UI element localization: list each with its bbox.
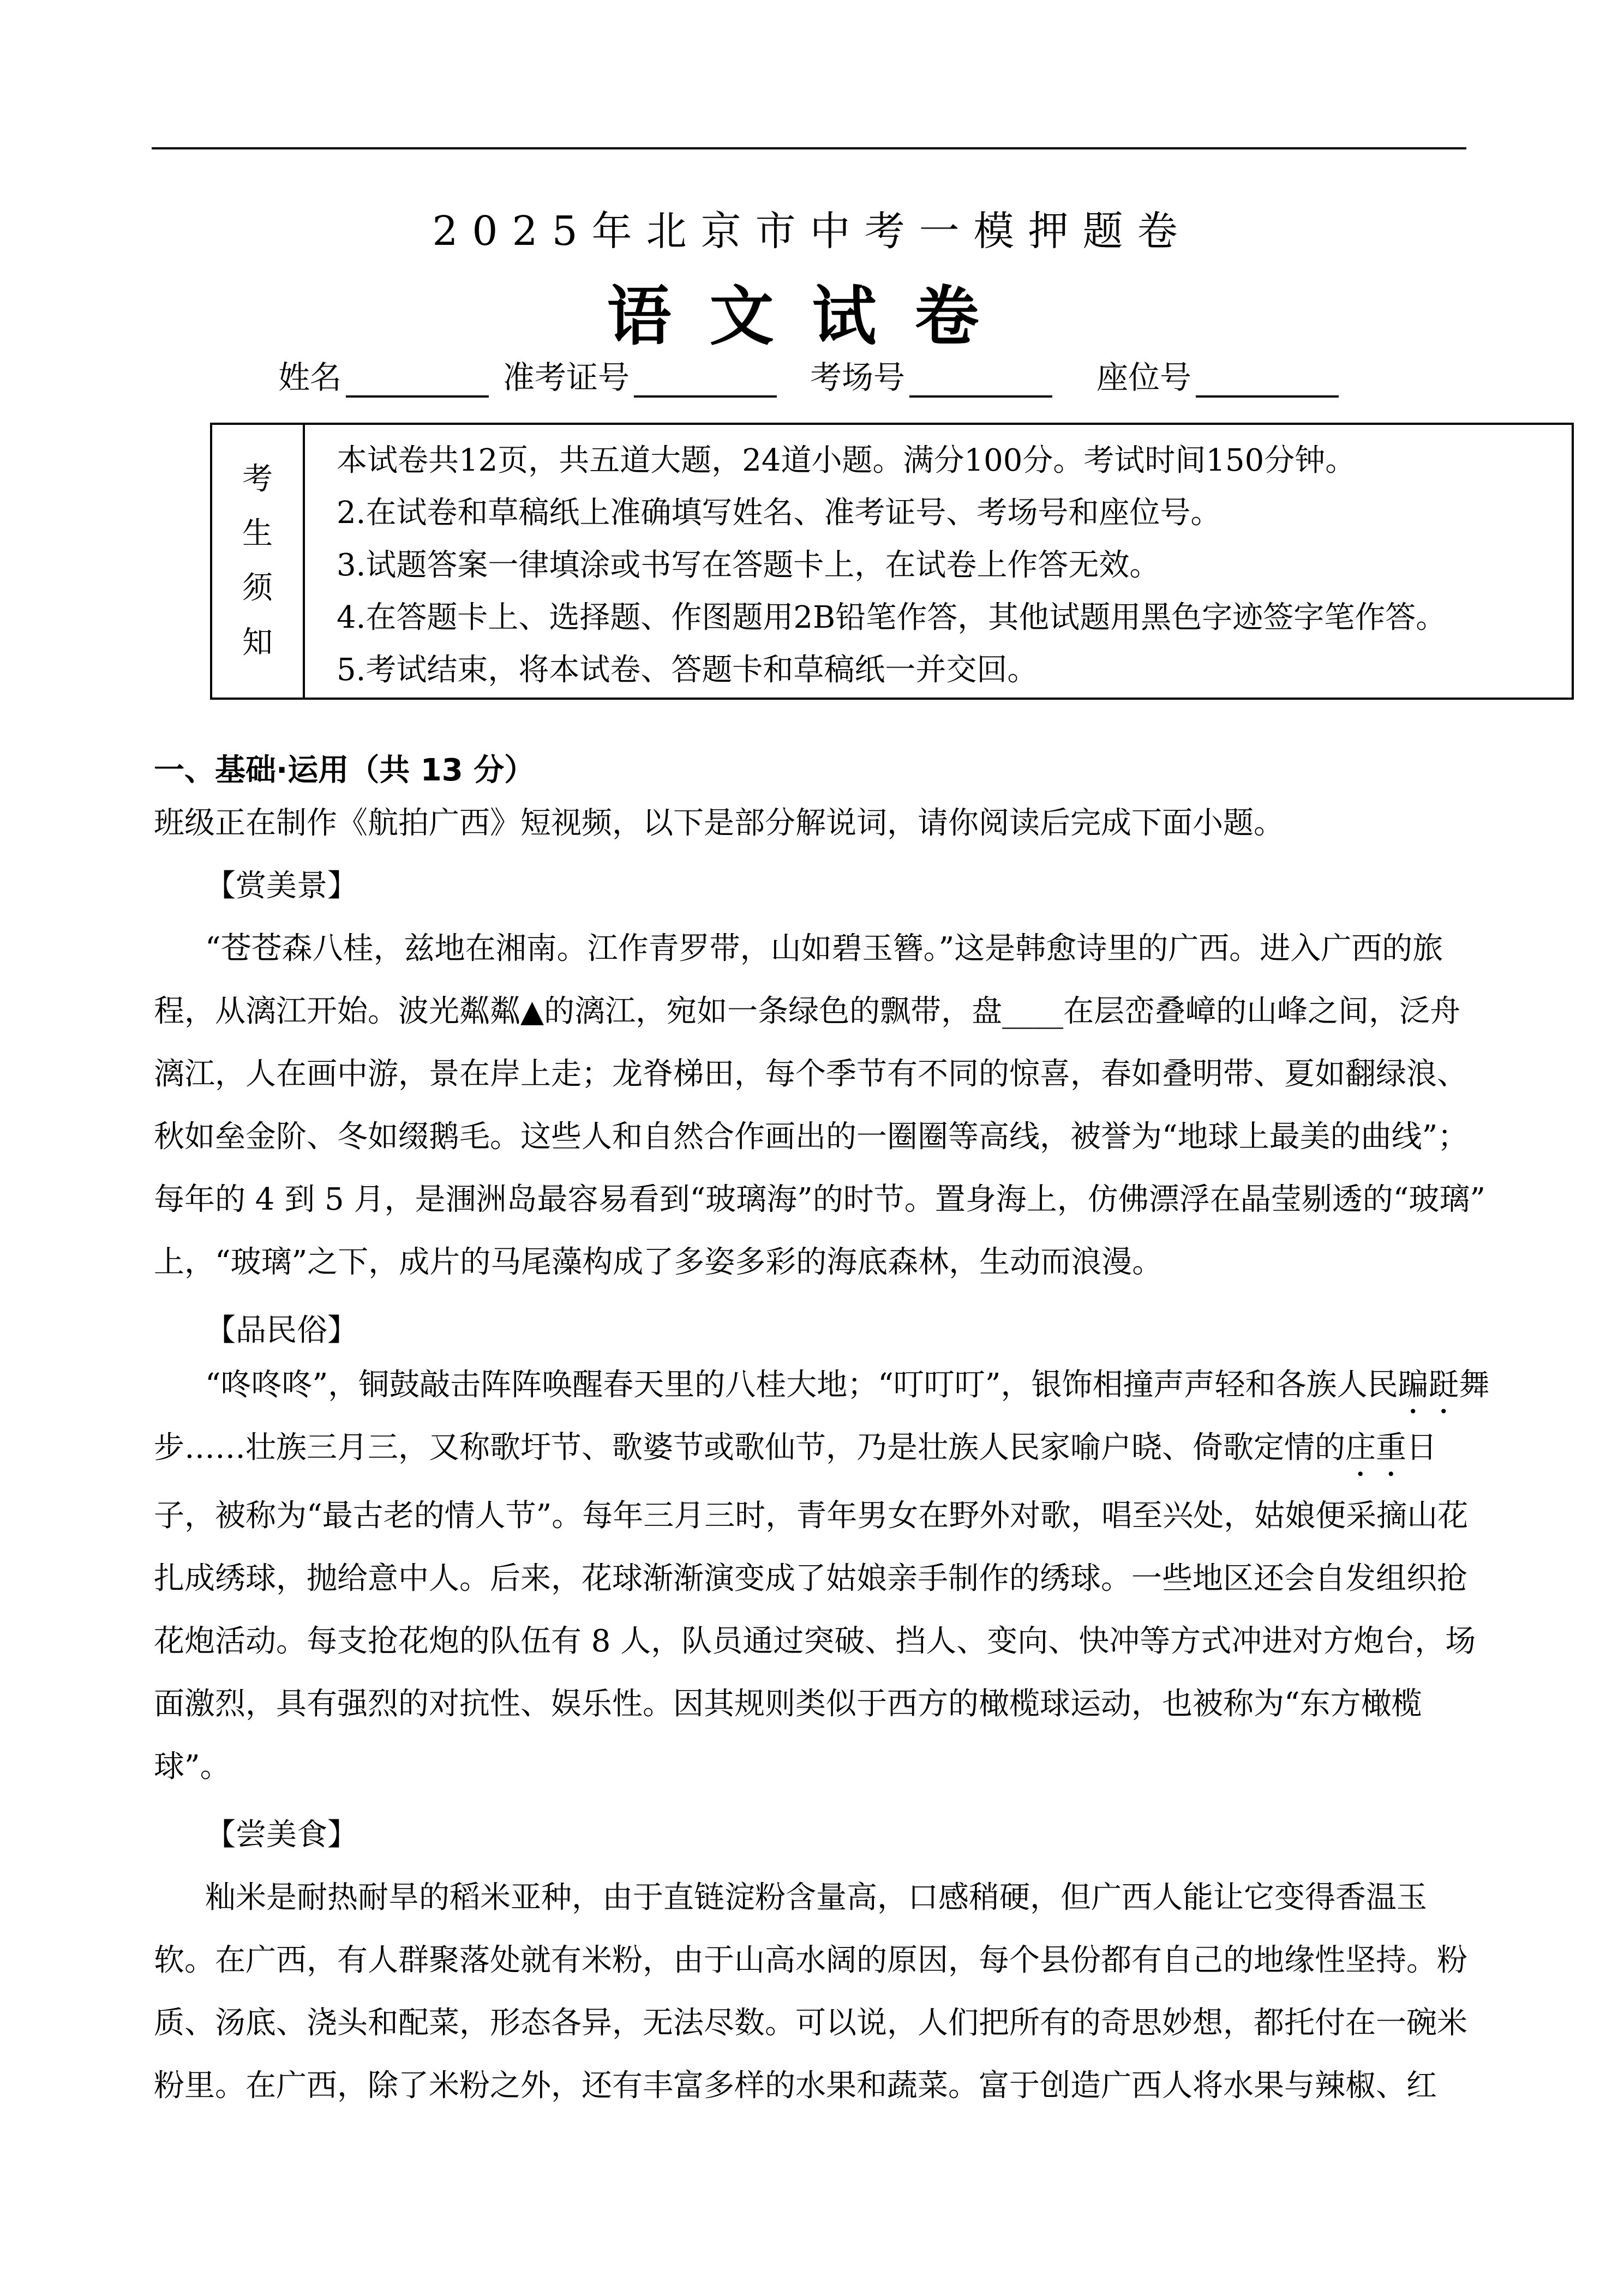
seat-number-field[interactable] xyxy=(1096,352,1339,398)
ticket-number-field[interactable] xyxy=(503,352,777,398)
paragraph-line: 子，被称为“最古老的情人节”。每年三月三时，青年男女在野外对歌，唱至兴处，姑娘便采摘山花 xyxy=(154,1498,1469,1534)
notice-item: 本试卷共12页，共五道大题，24道小题。满分100分。考试时间150分钟。 xyxy=(337,443,1356,478)
notice-label xyxy=(212,425,305,698)
paragraph-line: 软。在广西，有人群聚落处就有米粉，由于山高水阔的原因，每个县份都有自己的地缘性坚持。粉 xyxy=(154,1943,1467,1978)
paragraph-line xyxy=(205,1361,1490,1421)
part-heading-food: 【尝美食】 xyxy=(205,1817,358,1853)
paragraph-line: 质、汤底、浇头和配菜，形态各异，无法尽数。可以说，人们把所有的奇思妙想，都托付在一碗米 xyxy=(154,2005,1467,2041)
ticket-number-label: 准考证号 xyxy=(503,359,630,396)
paragraph-line: 程，从漓江开始。波光粼粼▲的漓江，宛如一条绿色的飘带，盘____在层峦叠嶂的山峰之间，泛舟 xyxy=(154,994,1461,1029)
paragraph-line: 粉里。在广西，除了米粉之外，还有丰富多样的水果和蔬菜。富于创造广西人将水果与辣椒、红 xyxy=(154,2068,1437,2103)
text-segment: “咚咚咚”，铜鼓敲击阵阵唤醒春天里的八桂大地；“叮叮叮”，银饰相撞声声轻和各族人民 xyxy=(205,1367,1398,1403)
paragraph-line: “苍苍森八桂，兹地在湘南。江作青罗带，山如碧玉簪。”这是韩愈诗里的广西。进入广西的旅 xyxy=(205,931,1443,966)
seat-number-label: 座位号 xyxy=(1096,359,1192,396)
notice-label-char: 生 xyxy=(242,516,273,551)
notice-label-char: 考 xyxy=(242,461,273,497)
name-field[interactable] xyxy=(278,352,489,398)
exam-title: 2025年北京市中考一模押题卷 xyxy=(432,208,1192,255)
paragraph-line xyxy=(154,1423,1437,1483)
notice-label-char: 知 xyxy=(242,625,273,660)
exam-room-field[interactable] xyxy=(810,352,1052,398)
notice-item: 3.试题答案一律填涂或书写在答题卡上，在试卷上作答无效。 xyxy=(337,548,1160,583)
paragraph-line: 漓江，人在画中游，景在岸上走；龙脊梯田，每个季节有不同的惊喜，春如叠明带、夏如翻绿浪、 xyxy=(154,1056,1467,1092)
paragraph-line: 球”。 xyxy=(154,1749,231,1784)
paragraph-line: 每年的 4 到 5 月，是涠洲岛最容易看到“玻璃海”的时节。置身海上，仿佛漂浮在晶莹剔透的“玻璃” xyxy=(154,1182,1485,1217)
notice-item: 2.在试卷和草稿纸上准确填写姓名、准考证号、考场号和座位号。 xyxy=(337,495,1221,531)
paragraph-line: 秋如垒金阶、冬如缀鹅毛。这些人和自然合作画出的一圈圈等高线，被誉为“地球上最美的曲线”； xyxy=(154,1119,1469,1155)
subject-title: 语文试卷 xyxy=(607,278,1017,354)
part-heading-scenery: 【赏美景】 xyxy=(205,868,358,904)
paragraph-line: 面激烈，具有强烈的对抗性、娱乐性。因其规则类似于西方的橄榄球运动，也被称为“东方橄榄 xyxy=(154,1686,1422,1722)
header-rule xyxy=(152,147,1466,149)
name-label: 姓名 xyxy=(278,359,342,396)
text-segment: 日 xyxy=(1406,1430,1437,1465)
section-intro: 班级正在制作《航拍广西》短视频，以下是部分解说词，请你阅读后完成下面小题。 xyxy=(154,806,1284,841)
ticket-number-blank[interactable] xyxy=(634,363,777,398)
section-heading: 一、基础·运用（共 13 分） xyxy=(154,753,535,788)
paragraph-line: 籼米是耐热耐旱的稻米亚种，由于直链淀粉含量高，口感稍硬，但广西人能让它变得香温玉 xyxy=(205,1880,1427,1915)
paragraph-line: 扎成绣球，抛给意中人。后来，花球渐渐演变成了姑娘亲手制作的绣球。一些地区还会自发组织抢 xyxy=(154,1561,1467,1596)
seat-number-blank[interactable] xyxy=(1196,363,1339,398)
exam-room-label: 考场号 xyxy=(810,359,906,396)
emphasized-word: 蹁跹 xyxy=(1398,1367,1459,1403)
notice-item: 5.考试结束，将本试卷、答题卡和草稿纸一并交回。 xyxy=(337,652,1038,688)
exam-room-blank[interactable] xyxy=(909,363,1052,398)
paragraph-line: 花炮活动。每支抢花炮的队伍有 8 人，队员通过突破、挡人、变向、快冲等方式冲进对方炮台，场 xyxy=(154,1624,1476,1659)
name-blank[interactable] xyxy=(346,363,489,398)
notice-items xyxy=(337,435,1446,696)
emphasized-word: 庄重 xyxy=(1345,1430,1406,1465)
candidate-notice-box xyxy=(210,423,1574,700)
part-heading-folk-customs: 【品民俗】 xyxy=(205,1313,358,1348)
text-segment: 舞 xyxy=(1459,1367,1490,1403)
notice-label-char: 须 xyxy=(242,570,273,606)
notice-item: 4.在答题卡上、选择题、作图题用2B铅笔作答，其他试题用黑色字迹签字笔作答。 xyxy=(337,600,1447,635)
paragraph-line: 上，“玻璃”之下，成片的马尾藻构成了多姿多彩的海底森林，生动而浪漫。 xyxy=(154,1245,1163,1280)
text-segment: 步……壮族三月三，又称歌圩节、歌婆节或歌仙节，乃是壮族人民家喻户晓、倚歌定情的 xyxy=(154,1430,1345,1465)
